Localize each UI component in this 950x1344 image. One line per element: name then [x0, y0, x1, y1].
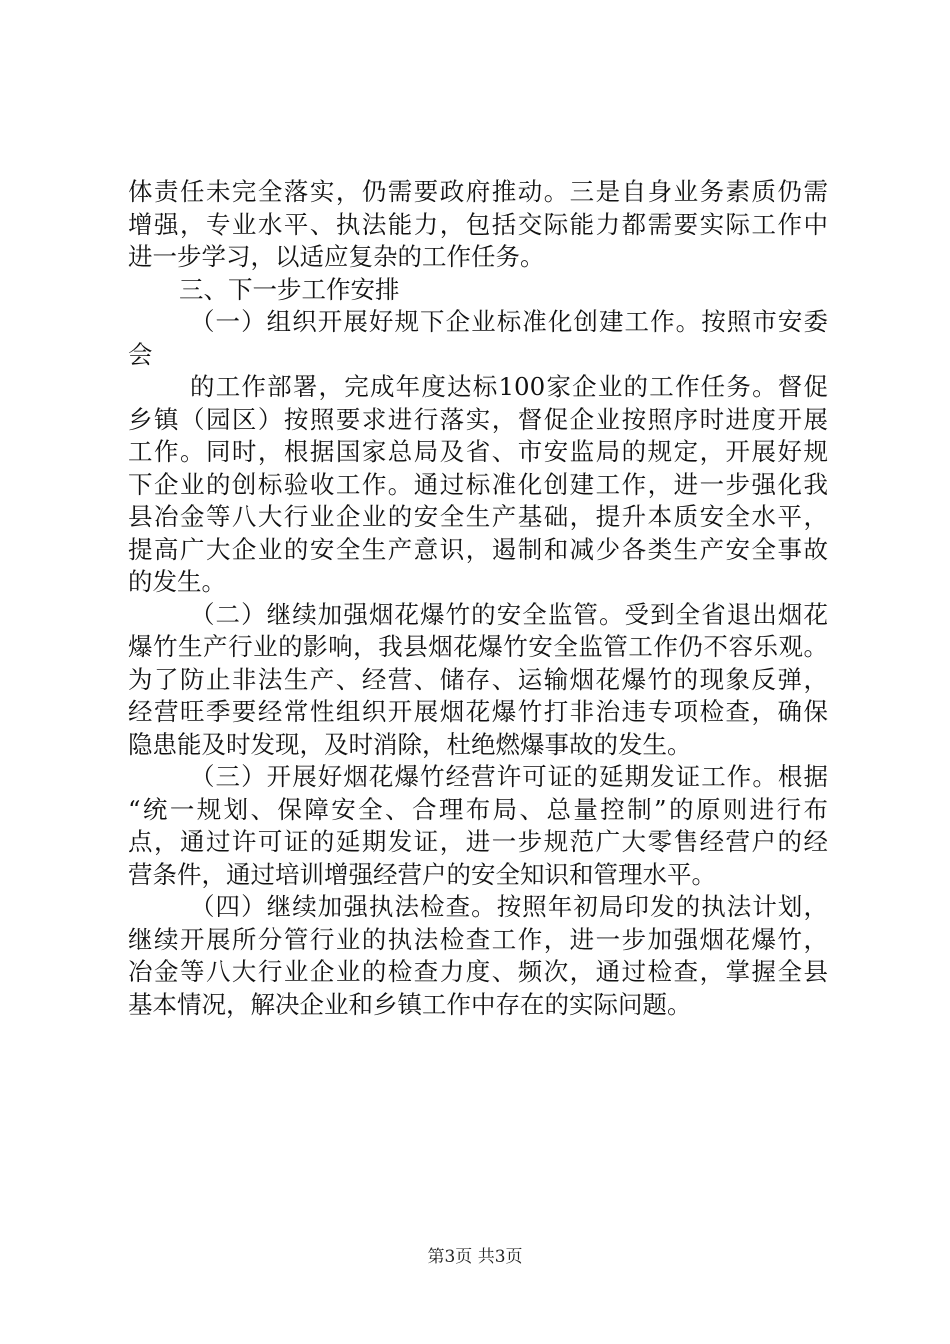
text-line: 基本情况，解决企业和乡镇工作中存在的实际问题。	[128, 989, 692, 1019]
text-line: （二）继续加强烟花爆竹的安全监管。受到全省退出烟花	[190, 599, 828, 629]
text-line: 冶金等八大行业企业的检查力度、频次，通过检查，掌握全县	[128, 957, 828, 986]
text-line: 体责任未完全落实，仍需要政府推动。三是自身业务素质仍需	[128, 177, 828, 206]
text-line: 营条件，通过培训增强经营户的安全知识和管理水平。	[128, 859, 716, 889]
text-line: （三）开展好烟花爆竹经营许可证的延期发证工作。根据	[190, 762, 828, 791]
text-line: 下企业的创标验收工作。通过标准化创建工作，进一步强化我	[128, 469, 828, 499]
text-line: 经营旺季要经常性组织开展烟花爆竹打非治违专项检查，确保	[128, 697, 828, 726]
text-line: 点，通过许可证的延期发证，进一步规范广大零售经营户的经	[128, 827, 828, 856]
text-line: 隐患能及时发现，及时消除，杜绝燃爆事故的发生。	[128, 729, 692, 759]
text-line: 会	[128, 339, 153, 369]
text-line: 县冶金等八大行业企业的安全生产基础，提升本质安全水平，	[128, 502, 828, 531]
text-line: 进一步学习，以适应复杂的工作任务。	[128, 242, 545, 271]
text-line: 的发生。	[128, 567, 226, 596]
page-number-footer: 第3页 共3页	[427, 1247, 523, 1267]
text-line: 爆竹生产行业的影响，我县烟花爆竹安全监管工作仍不容乐观。	[128, 632, 828, 661]
document-body	[128, 176, 828, 1021]
text-line: 提高广大企业的安全生产意识，遏制和减少各类生产安全事故	[128, 534, 828, 564]
text-line: 的工作部署，完成年度达标100家企业的工作任务。督促	[190, 372, 828, 401]
text-line: 工作。同时，根据国家总局及省、市安监局的规定，开展好规	[128, 437, 828, 466]
text-line: （四）继续加强执法检查。按照年初局印发的执法计划，	[190, 892, 828, 921]
text-line: 乡镇（园区）按照要求进行落实，督促企业按照序时进度开展	[128, 404, 828, 434]
text-line: （一）组织开展好规下企业标准化创建工作。按照市安委	[190, 307, 828, 336]
section-heading: 三、下一步工作安排	[179, 274, 400, 304]
text-line: 为了防止非法生产、经营、储存、运输烟花爆竹的现象反弹，	[128, 664, 828, 694]
text-line: 继续开展所分管行业的执法检查工作，进一步加强烟花爆竹，	[128, 924, 828, 954]
text-line: “统一规划、保障安全、合理布局、总量控制”的原则进行布	[128, 794, 828, 824]
text-line: 增强，专业水平、执法能力，包括交际能力都需要实际工作中	[128, 209, 828, 239]
